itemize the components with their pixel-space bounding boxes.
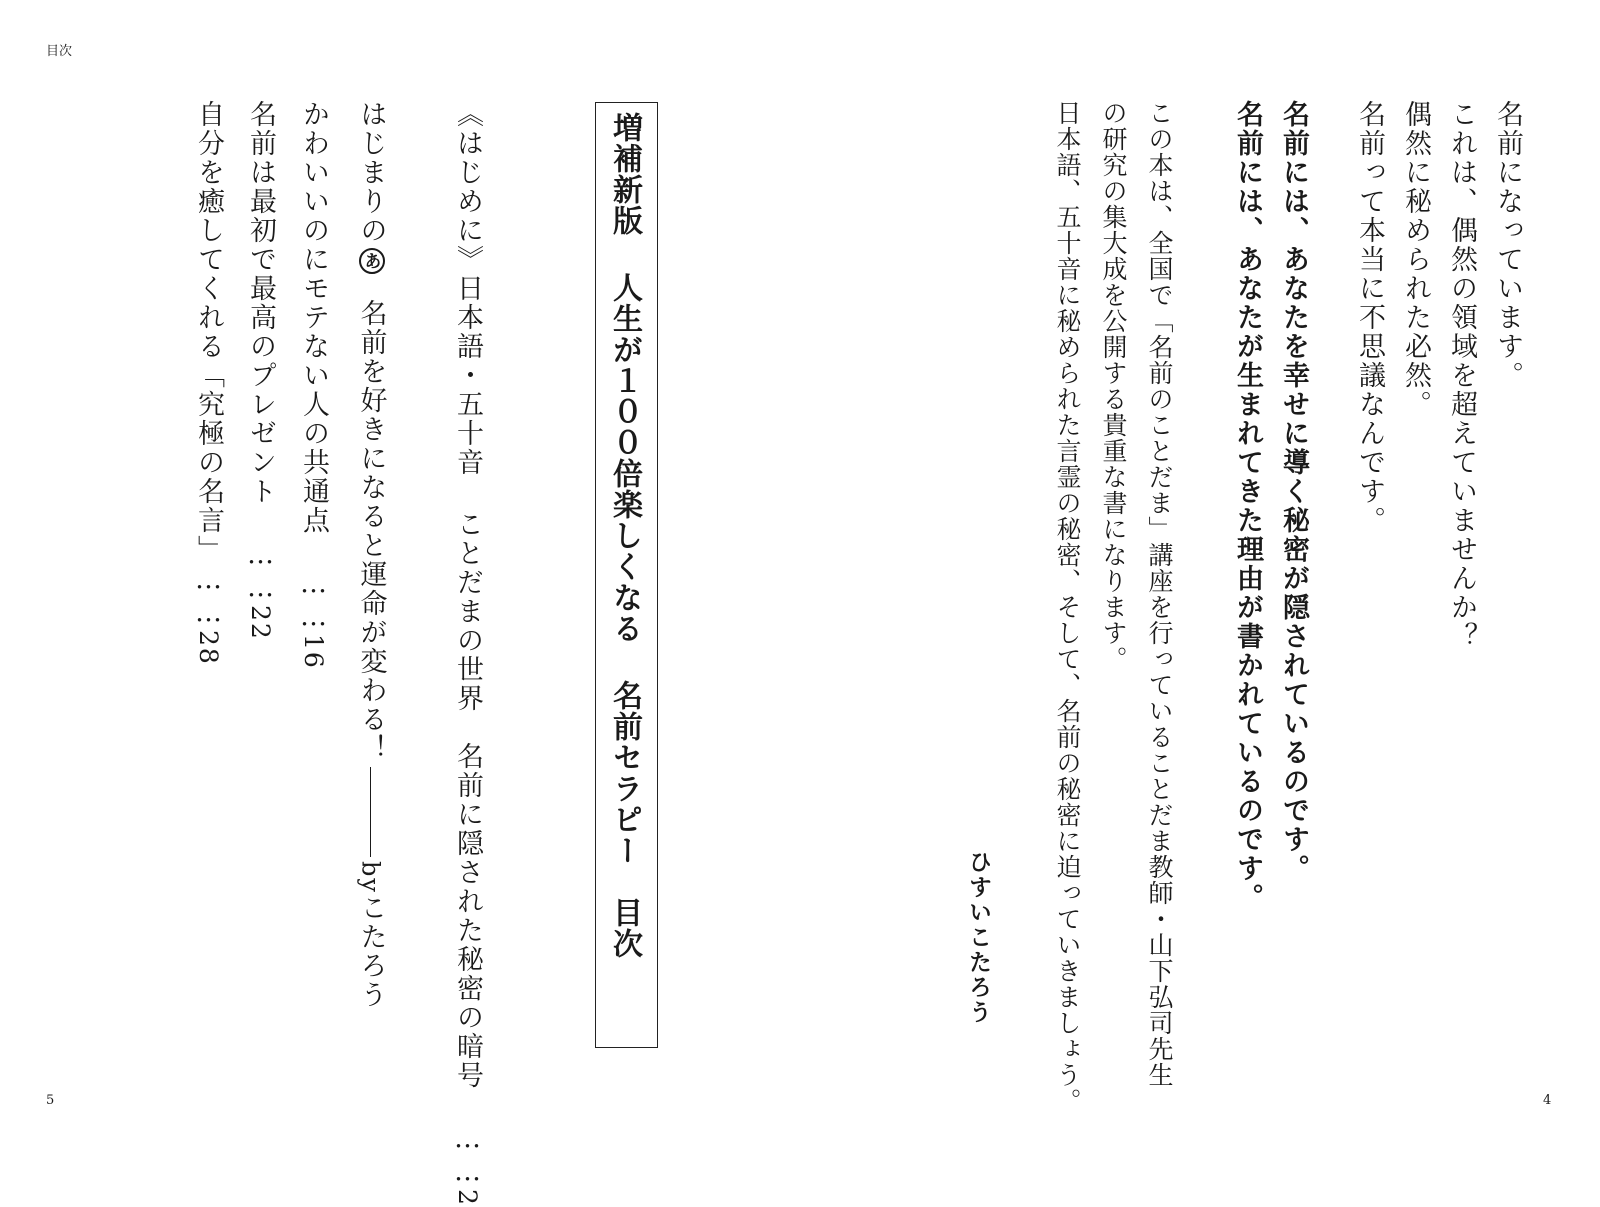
page-number-left: 5: [46, 1093, 55, 1108]
toc-entry-page: 22: [246, 605, 275, 641]
toc-title: 増補新版 人生が１００倍楽しくなる 名前セラピー 目次: [607, 112, 642, 959]
body-line-3: 偶然に秘められた必然。: [1400, 100, 1431, 419]
body-line-emphasis-1: 名前には、あなたを幸せに導く秘密が隠されているのです。: [1278, 100, 1309, 883]
body-line-5: この本は、全国で「名前のことだま」講座を行っていることだま教師・山下弘司先生: [1145, 100, 1174, 1088]
toc-entry-text: 《はじめに》日本語・五十音 ことだまの世界 名前に隠された秘密の暗号 ……: [452, 100, 483, 1189]
body-line-4: 名前って本当に不思議なんです。: [1354, 100, 1385, 535]
toc-entry-page: 2: [453, 1189, 482, 1207]
toc-entry-text: 自分を癒してくれる「究極の名言」……: [193, 100, 224, 630]
toc-entry-page: 16: [299, 634, 328, 670]
toc-entry-page: 28: [194, 630, 223, 666]
toc-entry-intro[interactable]: [454, 100, 481, 1207]
toc-entry-prefix: はじまりの: [355, 100, 387, 245]
body-line-6: の研究の集大成を公開する貴重な書になります。: [1099, 100, 1128, 672]
body-line-2: これは、偶然の領域を超えていませんか？: [1446, 100, 1477, 651]
circled-a-mark: あ: [359, 248, 385, 274]
toc-entry-present[interactable]: [247, 100, 274, 641]
toc-entry-text: 名前を好きになると運命が変わる！: [355, 299, 387, 763]
byline-name: こたろう: [355, 893, 387, 1010]
toc-entry-meigen[interactable]: [195, 100, 222, 666]
toc-entry-hajimari[interactable]: [356, 100, 385, 1010]
body-line-7: 日本語、五十音に秘められた言霊の秘密、そして、名前の秘密に迫っていきましょう。: [1053, 100, 1082, 1114]
byline-prefix: by: [356, 861, 385, 894]
toc-entry-kawaii[interactable]: [300, 100, 327, 670]
author-signature: ひすいこたろう: [965, 850, 991, 1025]
em-dash-rule: [370, 767, 371, 857]
body-line-emphasis-2: 名前には、あなたが生まれてきた理由が書かれているのです。: [1232, 100, 1263, 912]
running-header: 目次: [46, 44, 73, 59]
page-number-right: 4: [1543, 1093, 1552, 1108]
body-line-1: 名前になっています。: [1492, 100, 1523, 390]
toc-entry-text: かわいいのにモテない人の共通点 ……: [298, 100, 329, 634]
toc-entry-text: 名前は最初で最高のプレゼント ……: [245, 100, 276, 605]
